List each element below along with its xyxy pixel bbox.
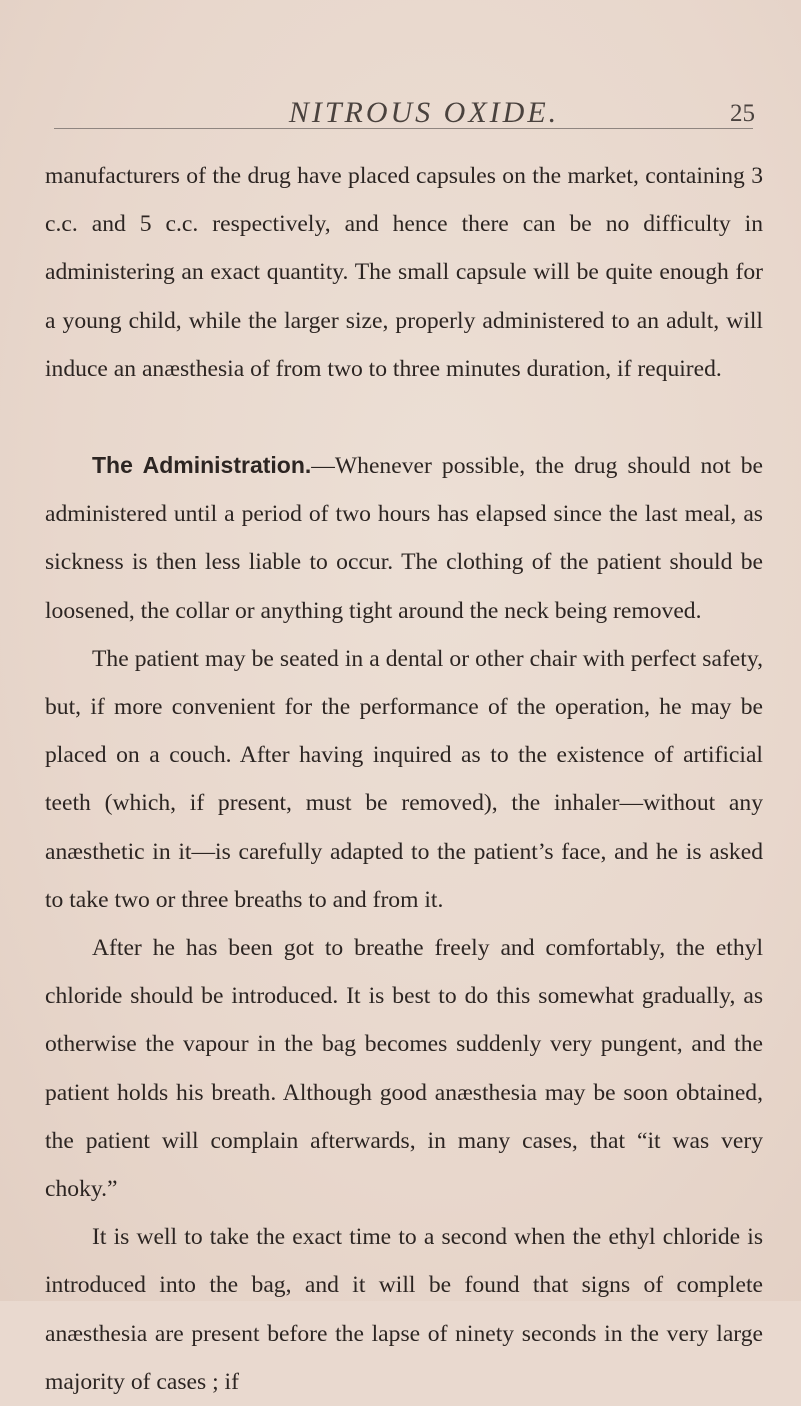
- paragraph-timing: It is well to take the exact time to a second when the ethyl chloride is introduced into the bag, and it will be found that signs of complete anæsthesia are present before the lapse of ninety seconds in the very large majority of cases ; if: [45, 1224, 763, 1395]
- page-number: 25: [730, 100, 755, 127]
- paragraph-administration-text: —Whenever possible, the drug should not be administered until a period of two hours has elapsed since the last meal, as sickness is then less liable to occur. The clothing of the patient should be loosened, the collar or anything tight around the neck being removed.: [45, 453, 763, 624]
- paragraph-ethyl-chloride: After he has been got to breathe freely and comfortably, the ethyl chloride should be introduced. It is best to do this somewhat gradually, as otherwise the vapour in the bag becomes suddenly very pungent, and the patient holds his breath. Although good anæsthesia may be soon obtained, the patient will complain afterwards, in many cases, that “it was very choky.”: [45, 935, 763, 1203]
- paragraph-patient-seated: The patient may be seated in a dental or other chair with perfect safety, but, if more convenient for the performance of the operation, he may be placed on a couch. After having inquired as to the existence of artificial teeth (which, if present, must be removed), the inhaler—without any anæsthetic in it—is carefully adapted to the patient’s face, and he is asked to take two or three breaths to and from it.: [45, 645, 763, 913]
- header-rule: [54, 128, 753, 129]
- running-head: [45, 0, 763, 132]
- running-title: NITROUS OXIDE.: [288, 96, 560, 129]
- body-text: [45, 152, 763, 1406]
- paragraph-capsules: manufacturers of the drug have placed capsules on the market, containing 3 c.c. and 5 c.c. respectively, and hence there can be no difficulty in administering an exact quantity. The small capsule will be quite enough for a young child, while the larger size, properly administered to an adult, will induce an anæsthesia of from two to three minutes duration, if required.: [45, 163, 763, 382]
- section-heading-administration: The Administration.: [92, 452, 312, 479]
- paragraph-administration: [45, 441, 763, 635]
